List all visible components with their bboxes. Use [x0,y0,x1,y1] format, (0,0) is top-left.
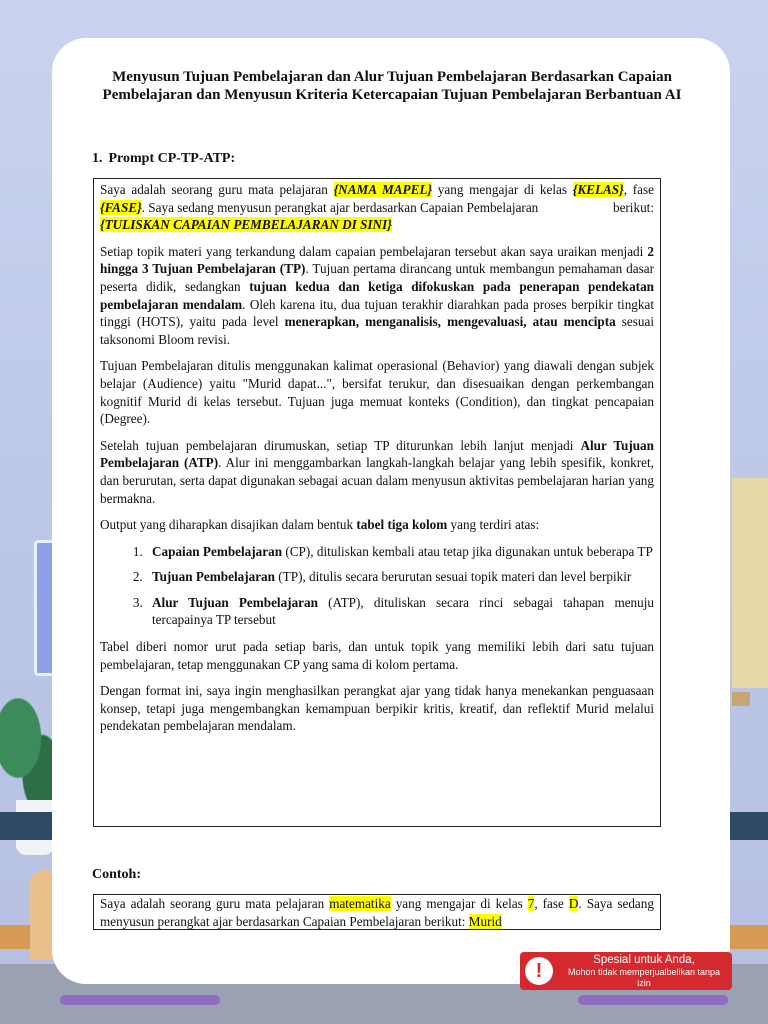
background-chair [60,995,220,1005]
placeholder-fase: {FASE} [100,199,142,215]
prompt-paragraph-output: Output yang diharapkan disajikan dalam bentuk tabel tiga kolom yang terdiri atas: [100,517,540,533]
placeholder-capaian-pembelajaran: {TULISKAN CAPAIAN PEMBELAJARAN DI SINI} [100,217,392,233]
example-box: Saya adalah seorang guru mata pelajaran matematika yang mengajar di kelas 7, fase D. Saya sedang menyusun perangkat ajar berdasarkan Capaian Pembelajaran berikut: Murid [93,894,661,930]
example-heading: Contoh: [92,867,142,882]
section-number: 1. [92,151,103,166]
background-desk [728,925,768,949]
prompt-paragraph-closing: Dengan format ini, saya ingin menghasilkan perangkat ajar yang tidak hanya menekankan penguasaan konsep, tetapi juga mengembangkan kemampuan berpikir kritis, kreatif, dan reflektif Murid melalui pendekatan pembelajaran mendalam. [100,683,654,734]
example-kelas: 7 [527,896,535,911]
document-page [52,38,730,984]
section-title: Prompt CP-TP-ATP: [108,151,236,166]
prompt-paragraph-intro: Saya adalah seorang guru mata pelajaran {NAMA MAPEL} yang mengajar di kelas {KELAS}, fase {FASE}. Saya sedang menyusun perangkat ajar berdasarkan Capaian Pembelajaran berikut: [100,182,654,215]
background-chair [578,995,728,1005]
output-column-list [100,543,654,629]
notice-badge [520,952,732,990]
example-fase: D [568,896,579,911]
prompt-paragraph-atp: Setelah tujuan pembelajaran dirumuskan, setiap TP diturunkan lebih lanjut menjadi Alur Tujuan Pembelajaran (ATP). Alur ini menggambarkan langkah-langkah belajar yang lebih spesifik, konkret, dan berurutan, serta dapat digunakan sebagai acuan dalam menyusun aktivitas pembelajaran harian yang bermakna. [100,437,654,506]
list-item: 2. Tujuan Pembelajaran (TP), ditulis secara berurutan sesuai topik materi dan level berpikir [146,568,654,586]
background-board-ledge [732,692,750,706]
list-item: 3. Alur Tujuan Pembelajaran (ATP), dituliskan secara rinci sebagai tahapan menuju tercapainya TP tersebut [146,594,654,629]
background-board [732,478,768,688]
background-plant [0,690,60,810]
background-wall-strip [728,812,768,840]
prompt-box [93,178,661,827]
document-title: Menyusun Tujuan Pembelajaran dan Alur Tujuan Pembelajaran Berdasarkan Capaian Pembelajaran dan Menyusun Kriteria Ketercapaian Tujuan Pembelajaran Berbantuan AI [102,69,682,103]
exclamation-icon: ! [525,957,553,985]
notice-subtitle: Mohon tidak memperjualbelikan tanpa izin [567,967,721,988]
placeholder-nama-mapel: {NAMA MAPEL} [333,182,433,197]
prompt-paragraph-abcd: Tujuan Pembelajaran ditulis menggunakan kalimat operasional (Behavior) yang diawali dengan subjek belajar (Audience) yaitu "Murid dapat...", bersifat terukur, dan disesuaikan dengan perkembangan kognitif Murid di kelas tersebut. Tujuan juga memuat konteks (Condition), dan tingkat pencapaian (Degree). [100,358,654,427]
prompt-paragraph-tp: Setiap topik materi yang terkandung dalam capaian pembelajaran tersebut akan saya uraikan menjadi 2 hingga 3 Tujuan Pembelajaran (TP). Tujuan pertama dirancang untuk membangun pemahaman dasar peserta didik, sedangkan tujuan kedua dan ketiga difokuskan pada penerapan pendekatan pembelajaran mendalam. Oleh karena itu, dua tujuan terakhir diarahkan pada proses berpikir tingkat tinggi (HOTS), yaitu pada level menerapkan, menganalisis, mengevaluasi, atau mencipta sesuai taksonomi Bloom revisi. [100,243,655,347]
example-cp-start: Murid [468,913,502,929]
section-heading [92,151,235,167]
prompt-paragraph-cp [100,216,654,234]
example-mapel: matematika [329,896,391,911]
placeholder-kelas: {KELAS} [572,182,624,197]
prompt-paragraph-table: Tabel diberi nomor urut pada setiap baris, dan untuk topik yang memiliki lebih dari satu tujuan pembelajaran, tetap menggunakan CP yang sama di kolom pertama. [100,639,654,672]
notice-title: Spesial untuk Anda, [593,954,695,966]
list-item: 1. Capaian Pembelajaran (CP), dituliskan kembali atau tetap jika digunakan untuk beberapa TP [146,543,654,561]
background-wall-strip [0,812,55,840]
